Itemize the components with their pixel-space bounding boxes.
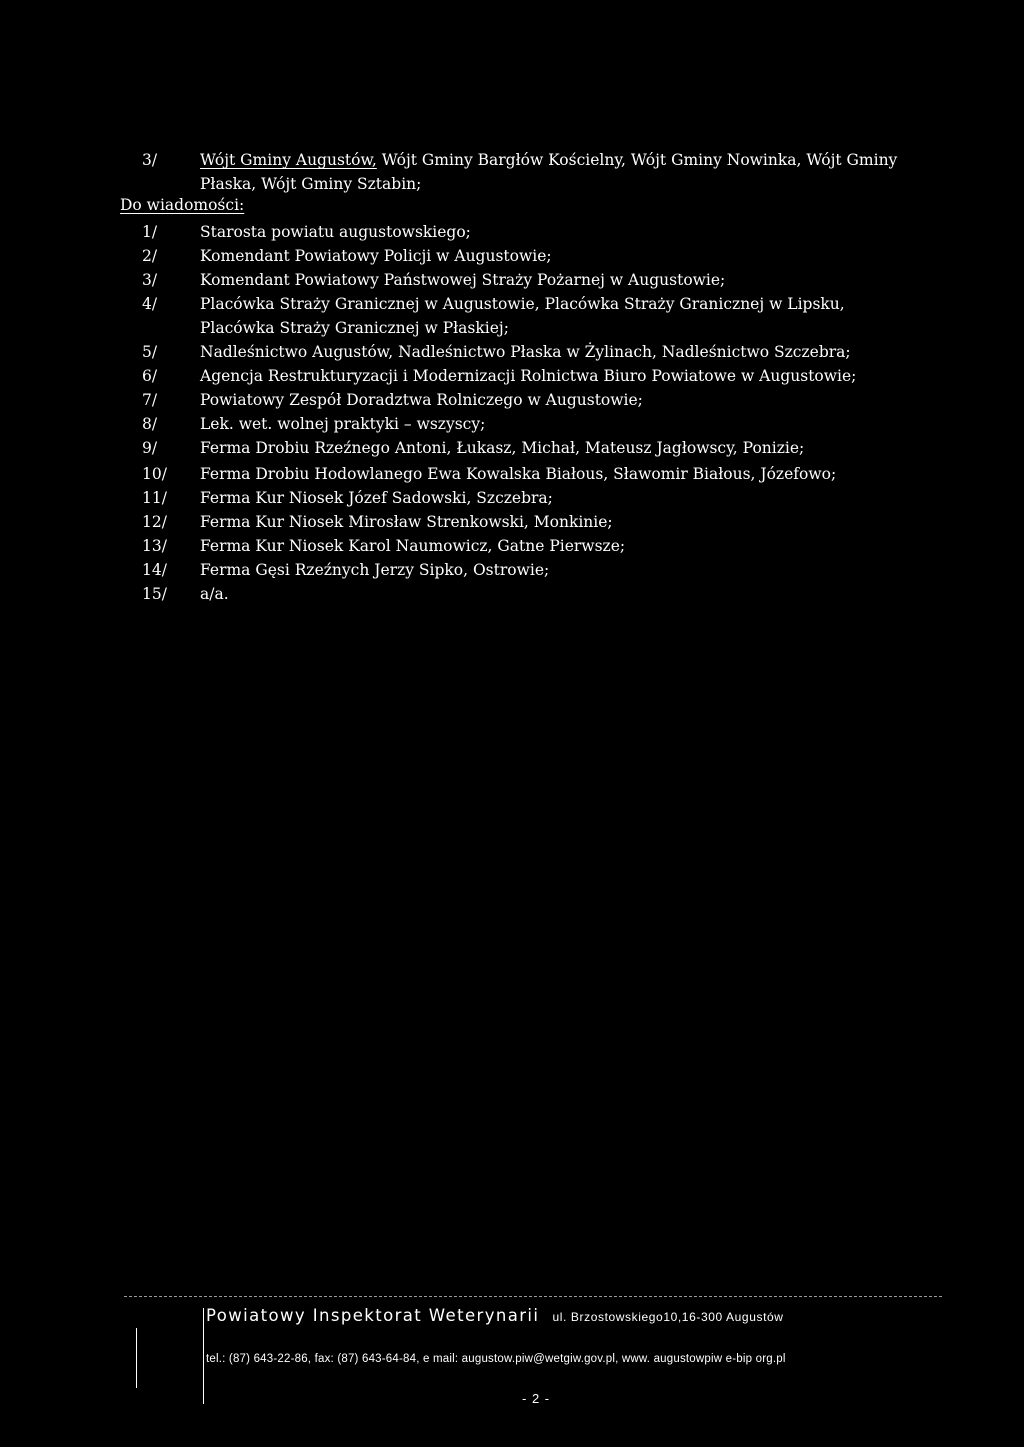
- list-item-number: 6/: [142, 367, 158, 385]
- list-item-text: Komendant Powiatowy Państwowej Straży Pożarnej w Augustowie;: [200, 271, 726, 289]
- list-item-text: Nadleśnictwo Augustów, Nadleśnictwo Płaska w Żylinach, Nadleśnictwo Szczebra;: [200, 343, 851, 361]
- list-item-text: Ferma Kur Niosek Karol Naumowicz, Gatne Pierwsze;: [200, 537, 626, 555]
- footer-left-bar: [136, 1328, 137, 1388]
- footer-contact: tel.: (87) 643-22-86, fax: (87) 643-64-84, e mail: augustow.piw@wetgiw.gov.pl, www. augustowpiw e-bip org.pl: [206, 1353, 786, 1365]
- list-item-number: 3/: [142, 271, 158, 289]
- list-item-number: 8/: [142, 415, 158, 433]
- footer-header: [206, 1306, 784, 1325]
- list-item-text: Placówka Straży Granicznej w Płaskiej;: [200, 319, 509, 337]
- footer-address: ul. Brzostowskiego10,16-300 Augustów: [552, 1310, 784, 1324]
- list-item-text: Wójt Gminy Augustów, Wójt Gminy Bargłów Kościelny, Wójt Gminy Nowinka, Wójt Gminy: [200, 151, 898, 169]
- list-item-text: Starosta powiatu augustowskiego;: [200, 223, 471, 241]
- list-item-text: Płaska, Wójt Gminy Sztabin;: [200, 175, 422, 193]
- heading-do-wiadomosci: Do wiadomości:: [120, 196, 245, 214]
- list-item-number: 14/: [142, 561, 167, 579]
- list-item-text: Lek. wet. wolnej praktyki – wszyscy;: [200, 415, 486, 433]
- list-item-text: Powiatowy Zespół Doradztwa Rolniczego w Augustowie;: [200, 391, 643, 409]
- list-item-number: 4/: [142, 295, 158, 313]
- list-item-text: Ferma Drobiu Rzeźnego Antoni, Łukasz, Michał, Mateusz Jagłowscy, Ponizie;: [200, 439, 805, 457]
- list-item-number: 7/: [142, 391, 158, 409]
- list-item-number: 13/: [142, 537, 167, 555]
- underlined-phrase: Wójt Gminy Augustów,: [200, 151, 377, 169]
- list-item-text: Ferma Gęsi Rzeźnych Jerzy Sipko, Ostrowie;: [200, 561, 550, 579]
- list-item-text: Ferma Kur Niosek Mirosław Strenkowski, Monkinie;: [200, 513, 613, 531]
- list-item-number: 3/: [142, 151, 158, 169]
- list-item-number: 1/: [142, 223, 158, 241]
- list-item-number: 15/: [142, 585, 167, 603]
- list-item-text: Ferma Kur Niosek Józef Sadowski, Szczebra;: [200, 489, 553, 507]
- page-number: - 2 -: [522, 1391, 551, 1406]
- list-item-number: 10/: [142, 465, 167, 483]
- list-item-number: 5/: [142, 343, 158, 361]
- list-item-number: 11/: [142, 489, 167, 507]
- list-item-number: 2/: [142, 247, 158, 265]
- list-item-number: 9/: [142, 439, 158, 457]
- footer-inner-bar: [203, 1308, 204, 1404]
- list-item-text: a/a.: [200, 585, 229, 603]
- footer-divider: [124, 1296, 942, 1297]
- list-item-text: Placówka Straży Granicznej w Augustowie, Placówka Straży Granicznej w Lipsku,: [200, 295, 845, 313]
- list-item-text: Agencja Restrukturyzacji i Modernizacji Rolnictwa Biuro Powiatowe w Augustowie;: [200, 367, 857, 385]
- list-item-text: Komendant Powiatowy Policji w Augustowie;: [200, 247, 552, 265]
- list-item-text: Ferma Drobiu Hodowlanego Ewa Kowalska Białous, Sławomir Białous, Józefowo;: [200, 465, 837, 483]
- list-item-number: 12/: [142, 513, 167, 531]
- footer-institution: Powiatowy Inspektorat Weterynarii: [206, 1306, 540, 1325]
